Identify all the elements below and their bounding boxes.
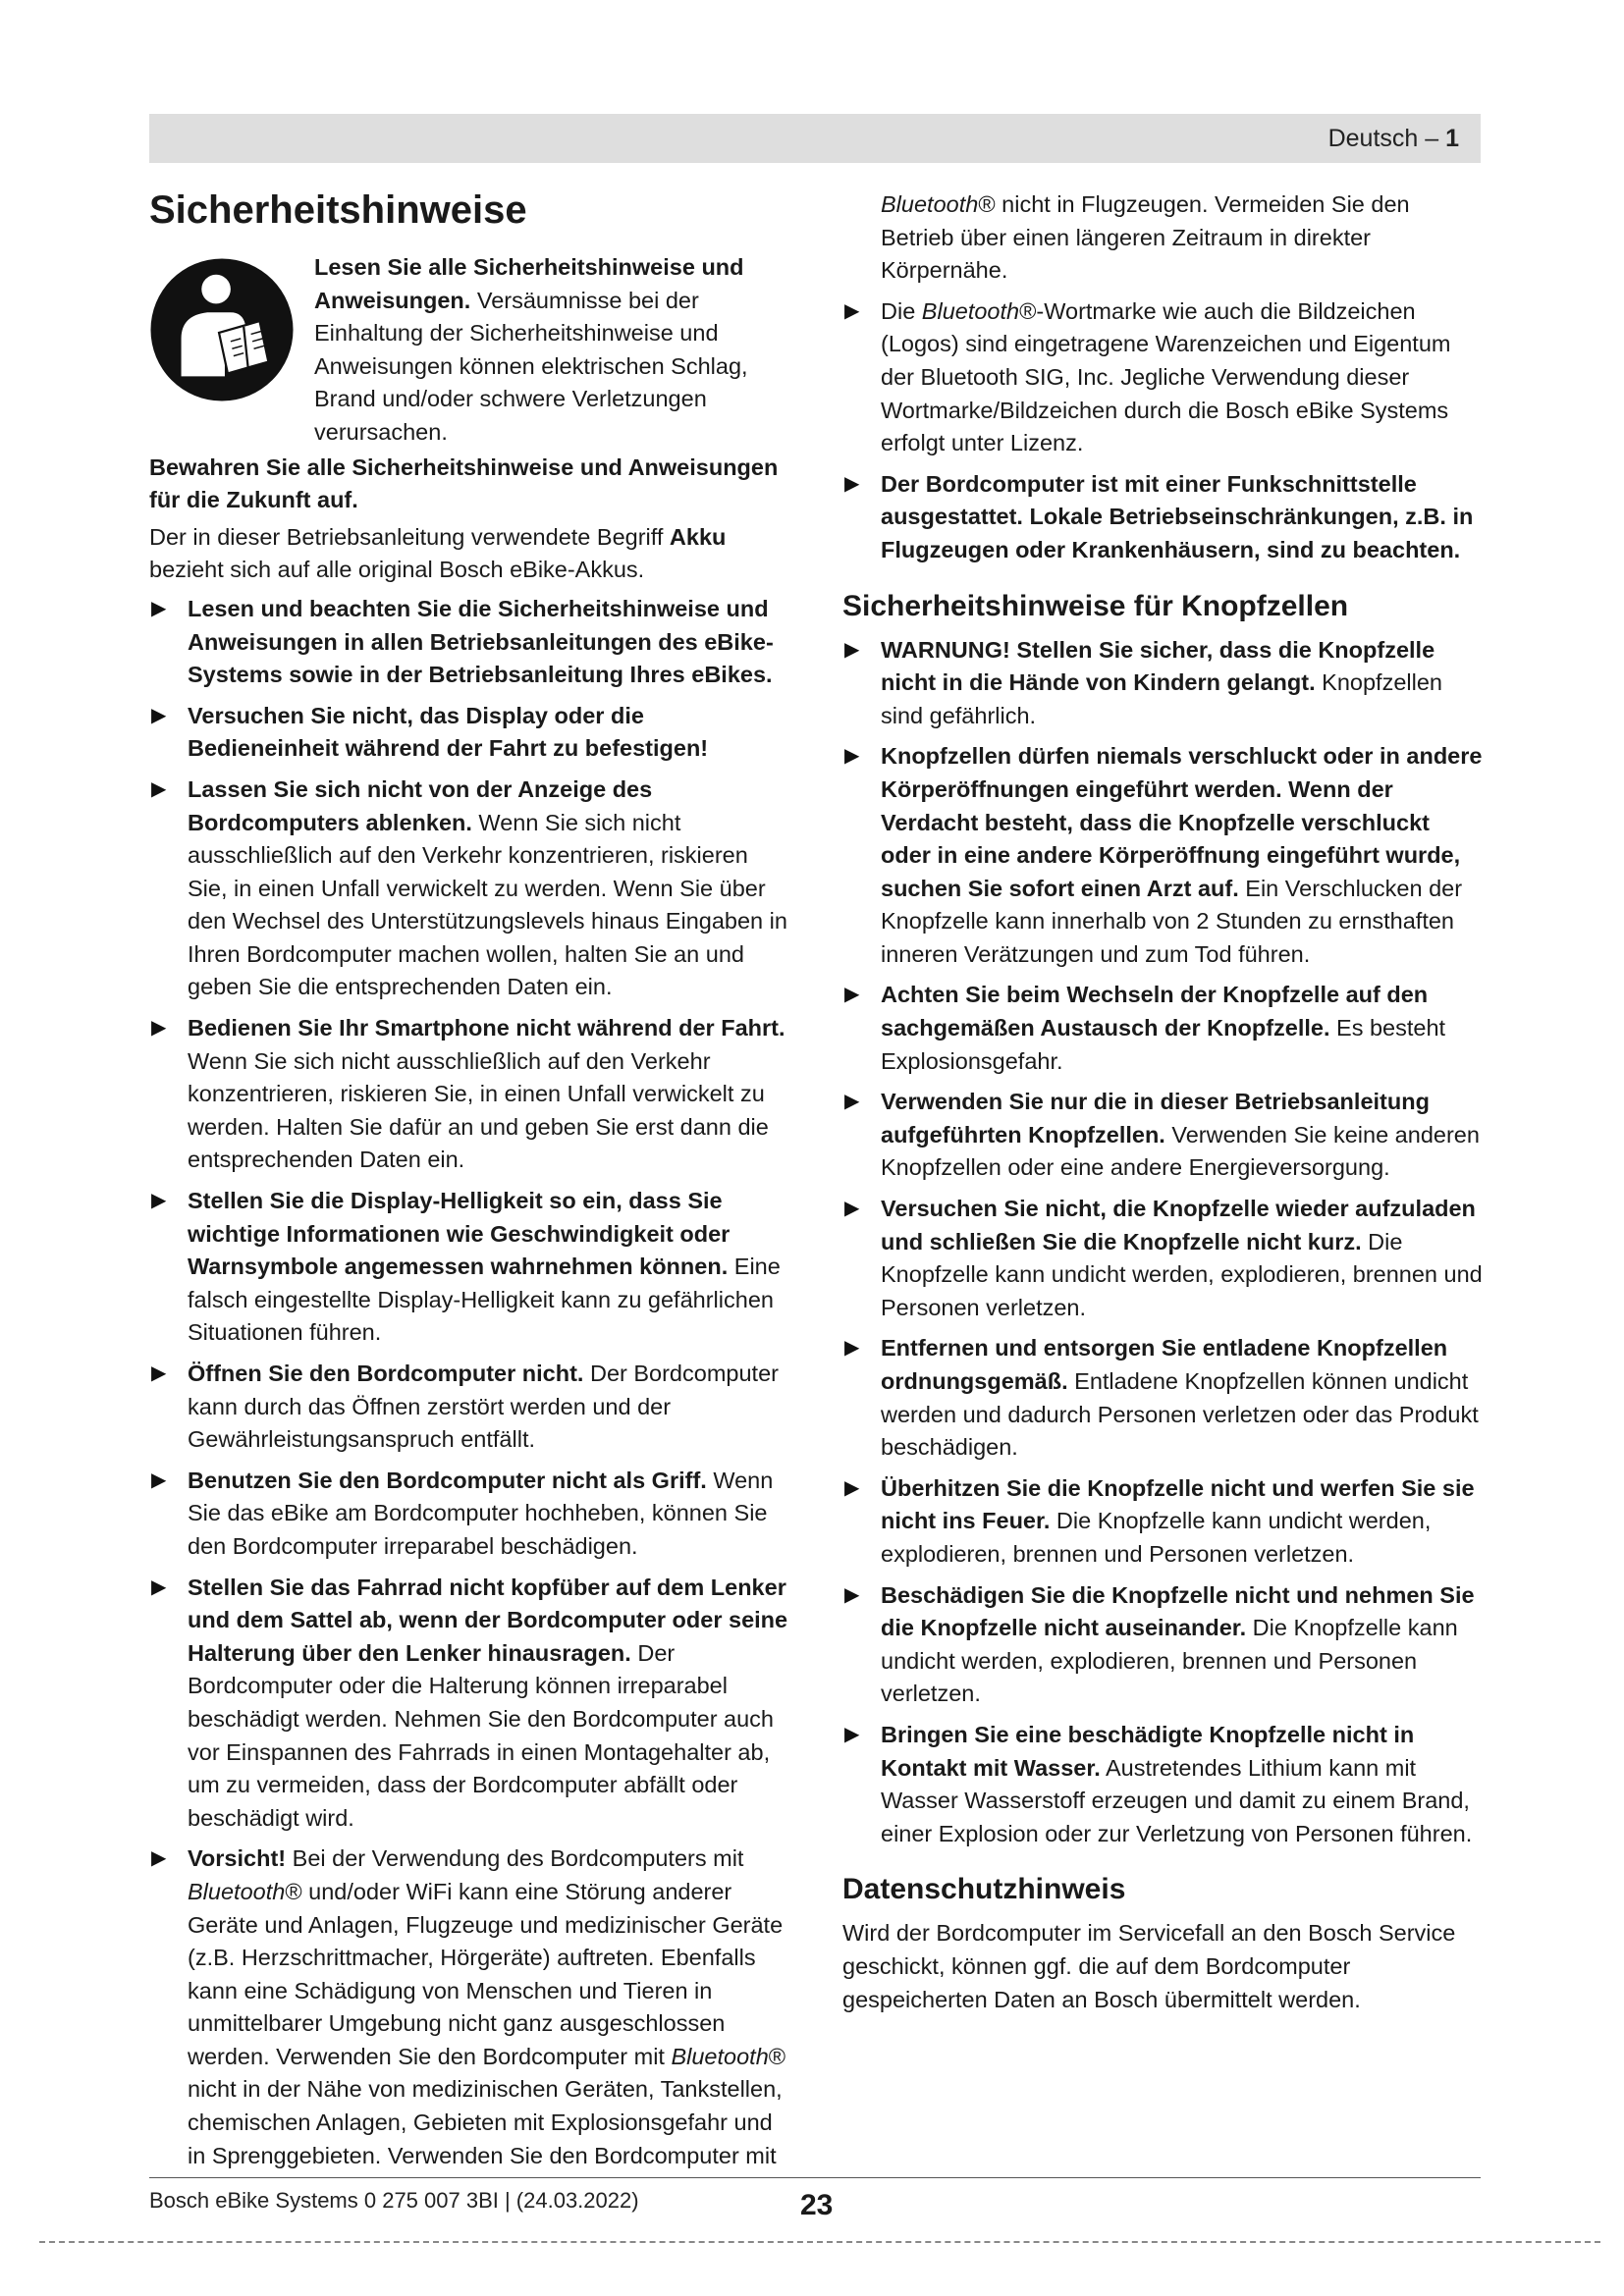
list-item: ▶ Öffnen Sie den Bordcomputer nicht. Der Bordcomputer kann durch das Öffnen zerstört werden und der Gewährleistungsanspruch entfällt. (151, 1361, 779, 1453)
page-number: 23 (800, 2189, 834, 2221)
intro-text: Lesen Sie alle Sicherheitshinweise und Anweisungen. Versäumnisse bei der Einhaltung der Sicherheitshinweise und Anweisungen können elektrischen Schlag, Brand und/oder schwere Verletzungen verursachen. (314, 254, 748, 445)
page-title: Sicherheitshinweise (149, 188, 527, 232)
list-item: ▶ Die Bluetooth®-Wortmarke wie auch die Bildzeichen (Logos) sind eingetragene Warenzeichen und Eigentum der Bluetooth SIG, Inc. Jegliche Verwendung dieser Wortmarke/Bildzeichen durch die Bosch eBike Systems erfolgt unter Lizenz. (844, 297, 1451, 456)
datenschutz-text: Wird der Bordcomputer im Servicefall an den Bosch Service geschickt, können ggf. die auf dem Bordcomputer gespeicherten Daten an Bosch übermittelt werden. (842, 1920, 1456, 2012)
list-item: ▶ Bringen Sie eine beschädigte Knopfzelle nicht in Kontakt mit Wasser. Austretendes Lithium kann mit Wasser Wasserstoff erzeugen und damit zu einem Brand, einer Explosion oder zur Verletzung von Personen führen. (844, 1721, 1473, 1846)
list-item: ▶ Achten Sie beim Wechseln der Knopfzelle auf den sachgemäßen Austausch der Knopfzelle. Es besteht Explosionsgefahr. (844, 982, 1446, 1074)
list-item: ▶ Benutzen Sie den Bordcomputer nicht als Griff. Wenn Sie das eBike am Bordcomputer hochheben, können Sie den Bordcomputer irreparabel beschädigen. (151, 1467, 774, 1559)
section-title-knopfzellen: Sicherheitshinweise für Knopfzellen (842, 589, 1349, 622)
intro-block (149, 251, 792, 450)
list-item: ▶ Stellen Sie das Fahrrad nicht kopfüber auf dem Lenker und dem Sattel ab, wenn der Bordcomputer oder seine Halterung über den Lenker hinausragen. Der Bordcomputer oder die Halterung können irreparabel beschädigt werden. Nehmen Sie den Bordcomputer auch vor Einspannen des Fahrrads in einen Montagehalter ab, um zu vermeiden, dass der Bordcomputer abfällt oder beschädigt wird. (151, 1574, 788, 1831)
list-item: ▶ Der Bordcomputer ist mit einer Funkschnittstelle ausgestattet. Lokale Betriebseinschränkungen, z.B. in Flugzeugen oder Krankenhäusern, sind zu beachten. (844, 470, 1474, 562)
list-item: ▶ Bedienen Sie Ihr Smartphone nicht während der Fahrt. Wenn Sie sich nicht ausschließlich auf den Verkehr konzentrieren, riskieren Sie, in einen Unfall verwickelt zu werden. Halten Sie dafür an und geben Sie erst dann die entsprechenden Daten ein. (151, 1015, 785, 1173)
footer-doc-id: Bosch eBike Systems 0 275 007 3BI | (24.03.2022) (149, 2188, 639, 2213)
read-manual-icon (149, 257, 295, 402)
footer-divider (149, 2177, 1481, 2178)
bluetooth-list (842, 295, 1486, 567)
list-item: ▶ Entfernen und entsorgen Sie entladene Knopfzellen ordnungsgemäß. Entladene Knopfzellen können undicht werden und dadurch Personen verletzen oder das Produkt beschädigen. (844, 1335, 1479, 1461)
header-bar (149, 114, 1481, 163)
section-title-datenschutz: Datenschutzhinweis (842, 1873, 1126, 1906)
right-column (842, 188, 1486, 2020)
list-item: ▶ Knopfzellen dürfen niemals verschluckt oder in andere Körperöffnungen eingeführt werden. Wenn der Verdacht besteht, dass die Knopfzelle verschluckt oder in eine andere Körperöffnung eingeführt wurde, suchen Sie sofort einen Arzt auf. Ein Verschlucken der Knopfzelle kann innerhalb von 2 Stunden zu ernsthaften inneren Verätzungen und zum Tod führen. (844, 743, 1483, 967)
keep-instructions: Bewahren Sie alle Sicherheitshinweise und Anweisungen für die Zukunft auf. (149, 454, 779, 513)
bluetooth-continuation: Bluetooth® nicht in Flugzeugen. Vermeiden Sie den Betrieb über einen längeren Zeitraum in direkter Körpernähe. (881, 191, 1410, 284)
safety-list (149, 593, 792, 2172)
knopfzellen-list (842, 634, 1486, 1851)
list-item: ▶ Verwenden Sie nur die in dieser Betriebsanleitung aufgeführten Knopfzellen. Verwenden Sie keine anderen Knopfzellen oder eine andere Energieversorgung. (844, 1089, 1480, 1181)
cut-line (39, 2241, 1600, 2243)
list-item: ▶ Beschädigen Sie die Knopfzelle nicht und nehmen Sie die Knopfzelle nicht auseinander. Die Knopfzelle kann undicht werden, explodieren, brennen und Personen verletzen. (844, 1581, 1475, 1707)
list-item: ▶ Versuchen Sie nicht, die Knopfzelle wieder aufzuladen und schließen Sie die Knopfzelle nicht kurz. Die Knopfzelle kann undicht werden, explodieren, brennen und Personen verletzen. (844, 1196, 1483, 1320)
list-item: ▶ Lassen Sie sich nicht von der Anzeige des Bordcomputers ablenken. Wenn Sie sich nicht ausschließlich auf den Verkehr konzentrieren, riskieren Sie, in einen Unfall verwickelt zu werden. Wenn Sie über den Wechsel des Unterstützungslevels hinaus Eingaben in Ihren Bordcomputer machen wollen, halten Sie an und geben Sie die entsprechenden Daten ein. (151, 775, 787, 1000)
header-text: Deutsch – 1 (1327, 125, 1459, 152)
list-item: ▶ Überhitzen Sie die Knopfzelle nicht und werfen Sie sie nicht ins Feuer. Die Knopfzelle kann undicht werden, explodieren, brennen und Personen verletzen. (844, 1474, 1475, 1567)
list-item: ▶ Stellen Sie die Display-Helligkeit so ein, dass Sie wichtige Informationen wie Geschwindigkeit oder Warnsymbole angemessen wahrnehmen können. Eine falsch eingestellte Display-Helligkeit kann zu gefährlichen Situationen führen. (151, 1188, 781, 1346)
list-item-vorsicht: ▶ Vorsicht! Bei der Verwendung des Bordcomputers mit Bluetooth® und/oder WiFi kann eine Störung anderer Geräte und Anlagen, Flugzeuge und medizinischer Geräte (z.B. Herzschrittmacher, Hörgeräte) auftreten. Ebenfalls kann eine Schädigung von Menschen und Tieren in unmittelbarer Umgebung nicht ganz ausgeschlossen werden. Verwenden Sie den Bordcomputer mit Bluetooth® nicht in der Nähe von medizinischen Geräten, Tankstellen, chemischen Anlagen, Gebieten mit Explosionsgefahr und in Sprenggebieten. Verwenden Sie den Bordcomputer mit (151, 1845, 786, 2168)
left-column (149, 187, 792, 2180)
list-item: ▶ Lesen und beachten Sie die Sicherheitshinweise und Anweisungen in allen Betriebsanleitungen des eBike-Systems sowie in der Betriebsanleitung Ihres eBikes. (151, 595, 774, 688)
list-item: ▶ WARNUNG! Stellen Sie sicher, dass die Knopfzelle nicht in die Hände von Kindern gelangt. Knopfzellen sind gefährlich. (844, 636, 1442, 728)
akku-note: Der in dieser Betriebsanleitung verwendete Begriff Akku bezieht sich auf alle original Bosch eBike-Akkus. (149, 523, 727, 583)
list-item: ▶ Versuchen Sie nicht, das Display oder die Bedieneinheit während der Fahrt zu befestigen! (151, 702, 709, 762)
